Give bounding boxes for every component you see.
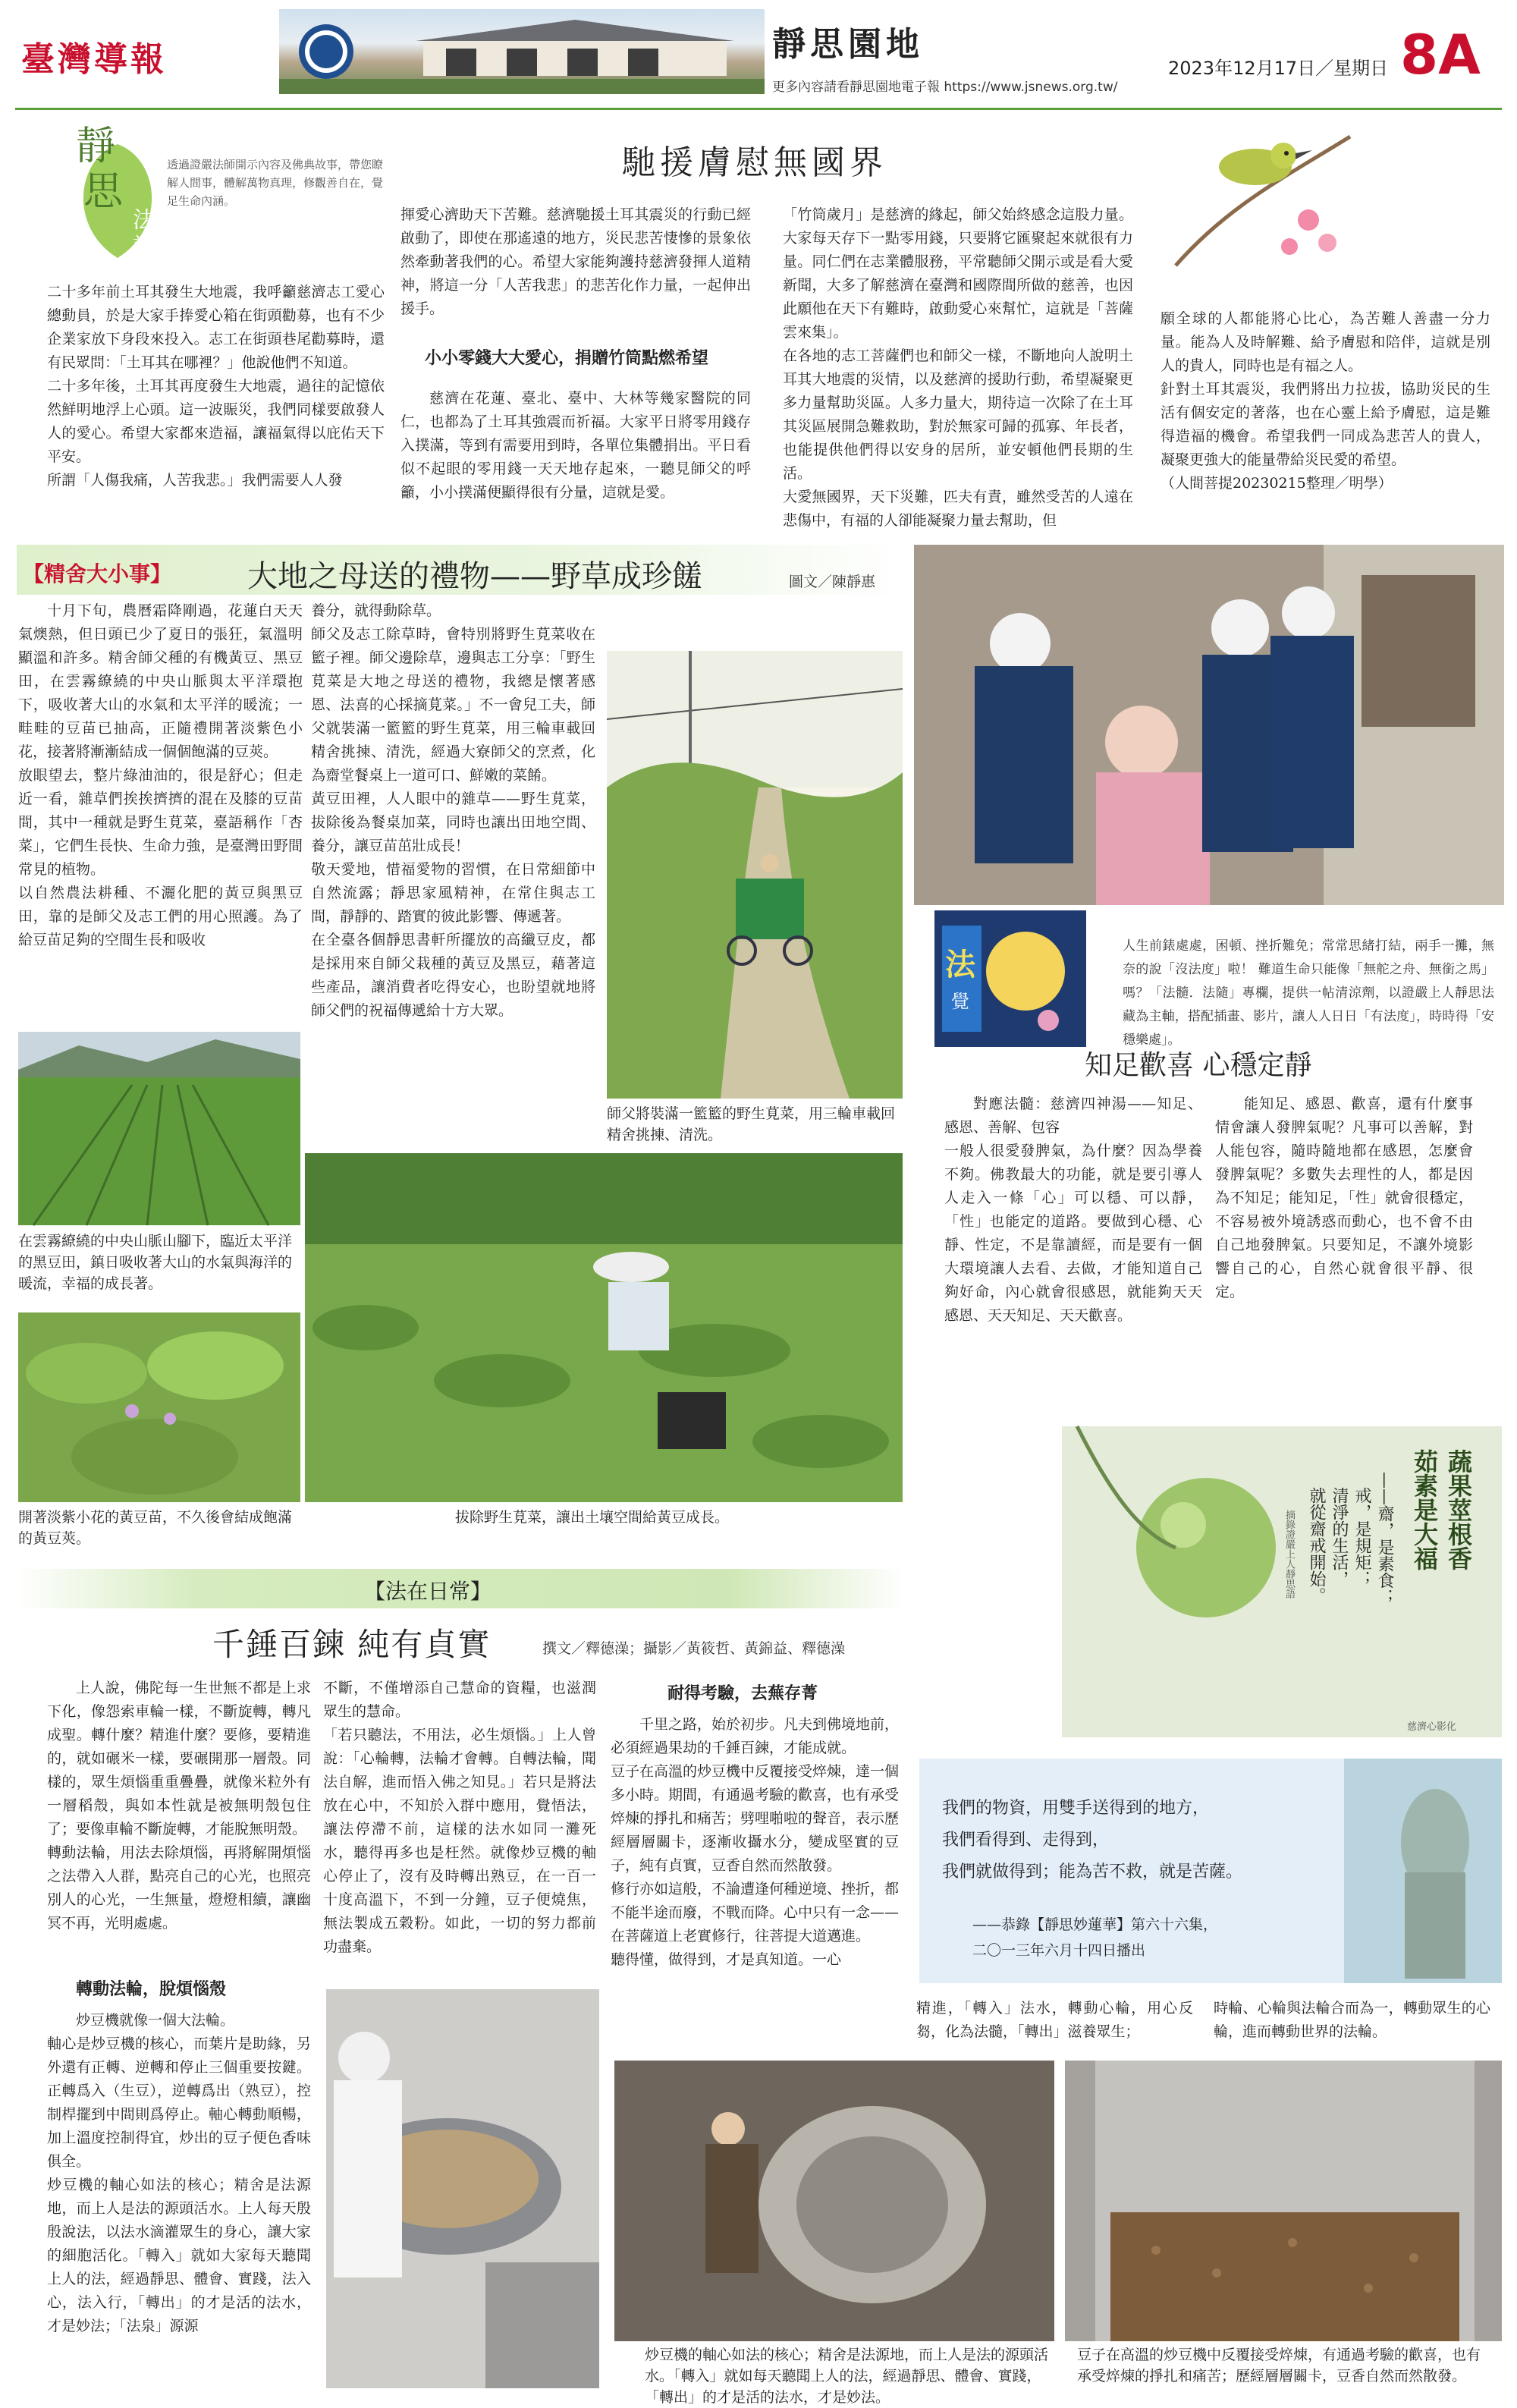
jingshe-col1: 十月下旬，農曆霜降剛過，花蓮白天天氣燠熱，但日頭已少了夏日的張狂，氣溫明顯溫和許多。精舍師父種的有機黃豆、黑豆田，在雲霧繚繞的中央山脈與太平洋環抱下，吸收著大山的水氣和太平洋的暖流；一畦畦的豆苗已抽高，正隨禮開著淡紫色小花，接著將漸漸結成一個個飽滿的豆莢。 放眼望去，整片綠油油的，很是舒心；但走近一看，雜草們挨挨擠擠的混在及膝的豆苗間，其中一種就是野生莧菜，臺語稱作「杏菜」，它們生長快、生命力強，是臺灣田野間常見的植物。 以自然農法耕種、不灑化肥的黃豆與黑豆田，靠的是師父及志工們的用心照護。為了給豆苗足夠的空間生長和吸收: [18, 602, 303, 948]
fazai-byline: 撰文／釋德澡；攝影／黃筱哲、黃錦益、釋德澡: [542, 1640, 846, 1657]
tricycle-painting: [607, 651, 903, 1099]
issue-date: 2023年12月17日／星期日: [1168, 58, 1389, 79]
fajue-title: 知足歡喜 心穩定靜: [1085, 1050, 1312, 1081]
fazai-col1: 上人說，佛陀每一生世無不都是上求下化，像怨索車輪一樣，不斷旋轉，轉凡成聖。轉什麼？精進什麼？要修，要精進的，就如碾米一樣，要碾開那一層殼。同樣的，眾生煩惱重重疊疊，就像米粒外有一層稻殼，與如本性就是被無明殼包住了；要像車輪不斷旋轉，才能脫無明殼。 轉動法輪，用法去除煩惱，再將解開煩惱之法帶入人群，點亮自己的心光，也照亮別人的心光，一生無量，燈燈相續，讓幽冥不再，光明處處。: [47, 1680, 311, 1932]
poem-line2: 茹素是大福: [1410, 1449, 1439, 1570]
fazai-col1-head: 轉動法輪，脫煩惱殼: [76, 1979, 227, 1999]
poem-source: 摘錄證嚴上人靜思語: [1283, 1510, 1295, 1599]
poem-line6: 就從齋戒開始。: [1307, 1487, 1326, 1604]
bird-illustration: [1161, 114, 1358, 288]
jingshe-title: 大地之母送的禮物——野草成珍饈: [247, 559, 702, 594]
header-divider: [15, 108, 1502, 110]
bean-field-photo: [18, 1032, 300, 1225]
quote-source1: ——恭錄【靜思妙蓮華】第六十六集，: [972, 1916, 1218, 1933]
jingsi-char-fa: 法: [133, 207, 155, 234]
poem-line5: 清淨的生活，: [1330, 1487, 1349, 1587]
jingsi-col2-head: 小小零錢大大愛心，捐贈竹筒點燃希望: [425, 348, 709, 368]
fajue-label-fa: 法: [945, 947, 975, 982]
fazai-col4: 精進，「轉入」法水，轉動心輪，用心反芻，化為法髓，「轉出」滋養眾生；: [916, 2000, 1193, 2040]
poem-signature: 慈濟心影化: [1407, 1721, 1457, 1733]
fajue-col2: 能知足、感恩、歡喜，還有什麼事情會讓人發脾氣呢？凡事可以善解，對人能包容，隨時隨地都在感恩，怎麼會發脾氣呢？多數失去理性的人，都是因為不知足；能知足，「性」就會很穩定，不容易被外境誘惑而動心，也不會不由自己地發脾氣。只要知足，不讓外境影響自己的心，自然心就會很平靜、很定。: [1215, 1096, 1473, 1300]
section-title: 靜思園地: [772, 25, 924, 64]
bean-flower-caption: 開著淡紫小花的黃豆苗，不久後會結成飽滿的黃豆莢。: [18, 1509, 293, 1547]
page-header: [0, 0, 1517, 114]
fajue-label-jue: 覺: [951, 991, 969, 1012]
quote-line3: 我們就做得到；能為苦不救，就是苦薩。: [942, 1863, 1243, 1881]
jingshe-col2: 養分，就得動除草。 師父及志工除草時，會特別將野生莧菜收在籃子裡。師父邊除草，邊與志工分享：「野生莧菜是大地之母送的禮物，我總是懷著感恩、法喜的心採摘莧菜。」不一會兒工夫，師父就裝滿一籃籃的野生莧菜，用三輪車載回精舍挑揀、清洗，經過大寮師父的烹煮，化為齋堂餐桌上一道可口、鮮嫩的菜餚。 黃豆田裡，人人眼中的雜草——野生莧菜，拔除後為餐桌加菜，同時也讓出田地空間、養分，讓豆苗茁壯成長！ 敬天愛地，惜福愛物的習慣，在日常細節中自然流露；靜思家風精神，在常住與志工間，靜靜的、踏實的彼此影響、傳遞著。 在全臺各個靜思書軒所擺放的高纖豆皮，都是採用來自師父栽種的黃豆及黑豆，藉著這些產品，讓消費者吃得安心，也盼望就地將師父們的祝福傳遞給十方大眾。: [311, 602, 595, 1019]
jingsi-col3: 「竹筒歲月」是慈濟的緣起，師父始終感念這股力量。大家每天存下一點零用錢，只要將它匯聚起來就很有力量。同仁們在志業體服務，平常聽師父開示或是看大愛新聞，大多了解慈濟在臺灣和國際間所做的慈善，也因此願他在天下有難時，啟動愛心來幫忙，這就是「菩薩雲來集」。 在各地的志工菩薩們也和師父一樣，不斷地向人說明土耳其大地震的災情，以及慈濟的援助行動，希望凝聚更多力量幫助災區。人多力量大，期待這一次除了在土耳其災區展開急難救助，對於無家可歸的孤寡、年長者，也能提供他們得以安身的居所，並安頓他們長期的生活。 大愛無國界，天下災難，匹夫有責，雖然受苦的人遠在悲傷中，有福的人卻能凝聚力量去幫助，但: [783, 206, 1133, 529]
jingshe-byline: 圖文／陳靜惠: [789, 574, 876, 590]
jingsi-title: 馳援膚慰無國界: [622, 143, 887, 182]
tricycle-caption: 師父將裝滿一籃籃的野生莧菜，用三輪車載回精舍挑揀、清洗。: [607, 1105, 896, 1143]
fazai-title: 千錘百鍊 純有貞實: [212, 1626, 492, 1663]
jingsi-char-yu: 語: [133, 234, 155, 260]
jingsi-col2a: 揮愛心濟助天下苦難。慈濟馳援土耳其震災的行動已經啟動了，即使在那遙遠的地方，災民悲苦悽慘的景象依然牽動著我們的心。希望大家能夠護持慈濟發揮人道精神，將這一分「人苦我悲」的悲苦化作力量，一起伸出援手。: [400, 206, 751, 317]
roaster-caption: 炒豆機的軸心如法的核心；精舍是法源地，而上人是法的源頭活水。「轉入」就如每天聽聞上人的法，經過靜思、體會、實踐，「轉出」的才是活的法水，才是妙法。: [645, 2347, 1049, 2406]
fajue-intro: 人生前錶處處，困頓、挫折難免；常常思緒打結，兩手一攤，無奈的說「沒法度」啦！ 難道生命只能像「無舵之舟、無銜之馬」嗎？「法髓．法隨」專欄，提供一帖清涼劑，以證嚴上人靜思法藏為主軸，搭配插畫、影片，讓人人日日「有法度」，時時得「安穩樂處」。: [1123, 938, 1494, 1048]
jingsi-col4: 願全球的人都能將心比心，為苦難人善盡一分力量。能為人及時解難、給予膚慰和陪伴，這就是別人的貴人，同時也是有福之人。 針對土耳其震災，我們將出力拉拔，協助災民的生活有個安定的著落，也在心靈上給予膚慰，這是難得造福的機會。希望我們一同成為悲苦人的貴人，凝聚更強大的能量帶給災民愛的希望。 （人間菩提20230215整理／明學）: [1161, 310, 1490, 492]
bean-flower-photo: [18, 1312, 300, 1502]
masthead: 臺灣導報: [21, 40, 167, 79]
jingsi-col2b: 慈濟在花蓮、臺北、臺中、大林等幾家醫院的同仁，也都為了土耳其強震而祈福。大家平日將零用錢存入撲滿，等到有需要用到時，各單位集體捐出。平日看似不起眼的零用錢一天天地存起來，一聽見師父的呼籲，小小撲滿便顯得很有分量，這就是愛。: [400, 390, 751, 501]
fazai-col1b: 炒豆機就像一個大法輪。 軸心是炒豆機的核心，而葉片是助緣，另外還有正轉、逆轉和停止三個重要按鍵。正轉爲入（生豆），逆轉爲出（熟豆），控制桿擺到中間則爲停止。軸心轉動順暢，加上溫度控制得宜，炒出的豆子便色香味俱全。 炒豆機的軸心如法的核心；精舍是法源地，而上人是法的源頭活水。上人每天殷殷說法，以法水滴灌眾生的身心，讓大家的細胞活化。「轉入」就如大家每天聽聞上人的法，經過靜思、體會、實踐，法入心，法入行，「轉出」的才是活的法水，才是妙法；「法泉」源源: [47, 2012, 311, 2334]
weeding-caption: 拔除野生莧菜，讓出土壤空間給黃豆成長。: [455, 1509, 730, 1526]
poem-line4: 戒，是規矩；: [1352, 1487, 1371, 1587]
beans-photo: [1065, 2061, 1502, 2341]
poem-line1: 蔬果莖根香: [1444, 1449, 1473, 1570]
poem-image: [1062, 1426, 1502, 1737]
poem-line3: ——齋，是素食；: [1375, 1472, 1394, 1605]
jingsi-col1: 二十多年前土耳其發生大地震，我呼籲慈濟志工愛心總動員，於是大家手捧愛心箱在街頭勸募，也有不少企業家放下身段來投入。志工在街頭巷尾勸募時，還有民眾問：「土耳其在哪裡？」他說他們不知道。 二十多年後，土耳其再度發生大地震，過往的記憶依然鮮明地浮上心頭。這一波賑災，我們同樣要啟發人人的愛心。希望大家都來造福，讓福氣得以庇佑天下平安。 所謂「人傷我痛，人苦我悲。」我們需要人人發: [47, 284, 385, 489]
weeding-photo: [305, 1153, 903, 1502]
beans-caption: 豆子在高溫的炒豆機中反覆接受焠煉，有通過考驗的歡喜，也有承受焠煉的掙扎和痛苦；歷經層層關卡，豆香自然而然散發。: [1077, 2347, 1481, 2384]
moon-illustration: [934, 910, 1086, 1047]
fazai-col2: 不斷，不僅增添自己慧命的資糧，也滋潤眾生的慧命。 「若只聽法，不用法，必生煩惱。」上人曾說：「心輪轉，法輪才會轉。自轉法輪，聞法自解，進而悟入佛之知見。」若只是將法放在心中，不知於入群中應用，覺悟法，讓法停滯不前，這樣的法水如同一灘死水，聽得再多也是枉然。就像炒豆機的軸心停止了，沒有及時轉出熟豆，在一百一十度高溫下，不到一分鐘，豆子便燒焦，無法製成五穀粉。如此，一切的努力都前功盡棄。: [323, 1680, 596, 1955]
header-banner-photo: [279, 9, 765, 94]
quote-line2: 我們看得到、走得到，: [942, 1831, 1110, 1850]
bean-field-caption: 在雲霧繚繞的中央山脈山腳下，臨近太平洋的黑豆田，鎮日吸收著大山的水氣與海洋的暖流，幸福的成長著。: [18, 1233, 293, 1292]
fazai-col5: 時輪、心輪與法輪合而為一，轉動眾生的心輪，進而轉動世界的法輪。: [1214, 2000, 1490, 2040]
fajue-col1: 對應法髓：慈濟四神湯——知足、感恩、善解、包容 一般人很愛發脾氣，為什麼？因為學養不夠。佛教最大的功能，就是要引導人人走入一條「心」可以穩、可以靜，「性」也能定的道路。要做到心穩、心靜、性定，不是靠讀經，而是要有一個大環境讓人去看、去做，才能知道自己夠好命，內心就會很感恩，就能夠天天感恩、天天知足、天天歡喜。: [944, 1096, 1202, 1324]
fazai-col3-head: 耐得考驗，去蕪存菁: [667, 1683, 818, 1703]
jingsi-logo: [61, 114, 174, 266]
fazai-col3: 千里之路，始於初步。凡夫到佛境地前，必須經過果劫的千錘百鍊，才能成就。 豆子在高溫的炒豆機中反覆接受焠煉，達一個多小時。期間，有通過考驗的歡喜，也有承受焠煉的掙扎和痛苦；劈哩啪啦的聲音，表示歷經層層關卡，逐漸收攝水分，變成堅實的豆子，純有貞實，豆香自然而然散發。 修行亦如這般，不論遭逢何種逆境、挫折，都不能半途而廢，不戰而降。心中只有一念——在菩薩道上老實修行，往菩提大道邁進。 聽得懂，做得到，才是真知道。一心: [611, 1716, 900, 1968]
volunteers-photo: [914, 545, 1504, 905]
roasting-machine-photo: [326, 1989, 599, 2388]
page-number: 8A: [1400, 23, 1481, 86]
jingshe-tag: 【精舍大小事】: [23, 561, 172, 586]
quote-box: [919, 1759, 1502, 1983]
roaster-photo: [614, 2061, 1054, 2341]
fazai-tag: 【法在日常】: [364, 1579, 492, 1604]
section-subtitle: 更多內容請看靜思園地電子報 https://www.jsnews.org.tw/: [772, 80, 1118, 95]
quote-source2: 二〇一三年六月十四日播出: [972, 1942, 1146, 1959]
jingsi-intro: 透過證嚴法師開示內容及佛典故事，帶您瞭解人間事，體解萬物真理，修觀善自在，覺足生命內涵。: [167, 158, 384, 208]
quote-line1: 我們的物資，用雙手送得到的地方，: [942, 1799, 1210, 1818]
jingsi-char-jing: 靜: [76, 124, 116, 169]
jingsi-char-si: 思: [83, 169, 124, 215]
